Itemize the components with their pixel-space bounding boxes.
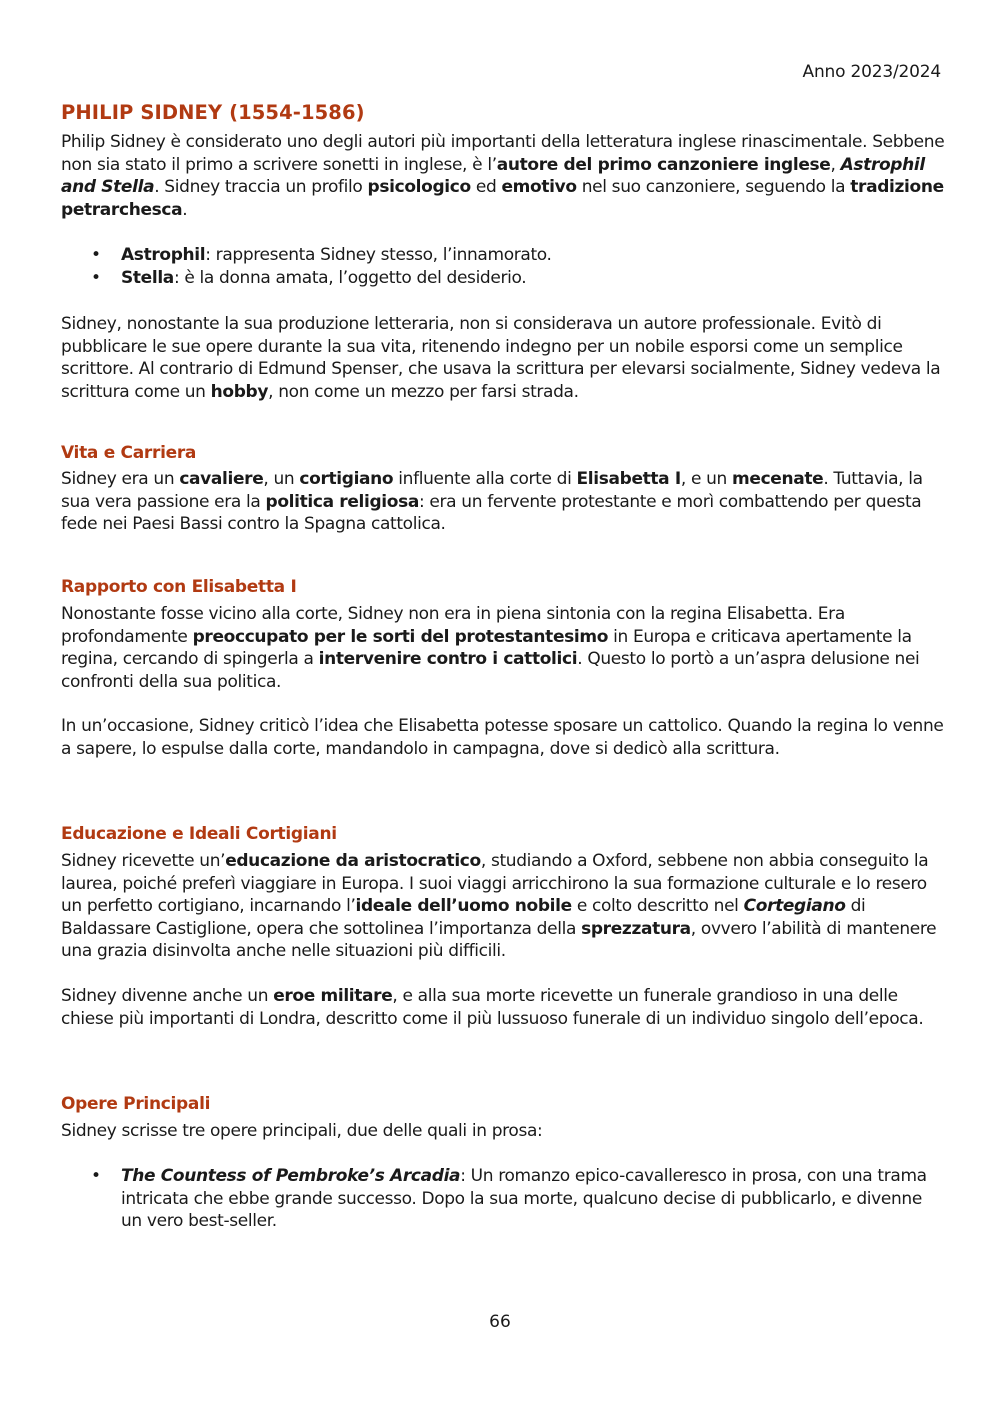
educazione-paragraph-2 — [61, 985, 946, 1030]
opere-intro: Sidney scrisse tre opere principali, due delle quali in prosa: — [61, 1121, 543, 1141]
characters-list — [61, 244, 946, 289]
text-span: : Un romanzo epico-cavalleresco in prosa, con una trama intricata che ebbe grande successo. Dopo la sua morte, qualcuno decise di pubblicarlo, e divenne un vero best-seller. — [121, 1166, 927, 1231]
text-span: . Questo lo portò a un’aspra delusione nei confronti della sua politica. — [61, 649, 920, 692]
text-span: . — [182, 199, 188, 220]
text-span: . Tuttavia, la sua vera passione era la — [61, 469, 923, 512]
text-span: , studiando a Oxford, sebbene non abbia conseguito la laurea, poiché preferì viaggiare in Europa. I suoi viaggi arricchirono la sua formazione culturale e lo resero un perfetto cortigiano, incarnando l’ — [61, 851, 929, 916]
text-span: : è la donna amata, l’oggetto del desiderio. — [173, 267, 527, 288]
opere-list — [61, 1165, 946, 1233]
bold-term: eroe militare — [273, 986, 393, 1006]
text-span: in Europa e criticava apertamente la regina, cercando di spingerla a — [61, 626, 912, 669]
bold-term: Elisabetta I — [576, 469, 681, 489]
bold-term: hobby — [210, 381, 269, 402]
intro-paragraph — [61, 131, 946, 221]
text-span: , — [830, 154, 841, 175]
text-span: e colto descritto nel — [571, 896, 744, 916]
text-span: , e un — [680, 469, 733, 489]
text-span: Nonostante fosse vicino alla corte, Sidney non era in piena sintonia con la regina Elisabetta. Era profondamente — [61, 604, 845, 647]
bold-term: educazione da aristocratico — [225, 851, 481, 871]
text-span: nel suo canzoniere, seguendo la — [576, 177, 851, 197]
text-span: ed — [470, 177, 502, 197]
italic-title: Cortegiano — [743, 896, 846, 916]
list-item — [61, 244, 946, 267]
text-span: : era un fervente protestante e morì combattendo per questa fede nei Paesi Bassi contro la Spagna cattolica. — [61, 491, 922, 534]
bold-term: sprezzatura — [581, 918, 691, 939]
section-heading-vita: Vita e Carriera — [61, 443, 197, 463]
text-span: Philip Sidney è considerato uno degli autori più importanti della letteratura inglese rinascimentale. Sebbene non sia stato il primo a scrivere sonetti in inglese, è l’ — [61, 132, 945, 175]
rapporto-paragraph-2: In un’occasione, Sidney criticò l’idea che Elisabetta potesse sposare un cattolico. Quando la regina lo venne a sapere, lo espulse dalla corte, mandandolo in campagna, dove si dedicò alla scrittura. — [61, 716, 944, 759]
list-item — [61, 267, 946, 290]
text-span: , ovvero l’abilità di mantenere una grazia disinvolta anche nelle situazioni più difficili. — [61, 918, 937, 961]
bold-term: Astrophil — [121, 245, 206, 265]
rapporto-paragraph-1 — [61, 603, 946, 693]
bold-term: tradizione petrarchesca — [61, 177, 944, 220]
list-item — [61, 1165, 946, 1233]
page-number: 66 — [489, 1312, 511, 1332]
educazione-paragraph-1 — [61, 850, 946, 963]
section-heading-rapporto: Rapporto con Elisabetta I — [61, 577, 297, 597]
text-span: Sidney, nonostante la sua produzione letteraria, non si considerava un autore professionale. Evitò di pubblicare le sue opere durante la sua vita, ritenendo indegno per un nobile esporsi come un semplice scrittore. Al contrario di Edmund Spenser, che usava la scrittura per elevarsi socialmente, Sidney vedeva la scrittura come un — [61, 314, 941, 402]
text-span: di Baldassare Castiglione, opera che sottolinea l’importanza della — [61, 896, 866, 939]
italic-title: Astrophil and Stella — [61, 154, 925, 197]
bold-term: emotivo — [501, 177, 577, 197]
text-span: : rappresenta Sidney stesso, l’innamorato. — [205, 245, 552, 265]
text-span: influente alla corte di — [393, 469, 577, 489]
bold-term: intervenire contro i cattolici — [318, 649, 578, 669]
text-span: Sidney ricevette un’ — [61, 851, 226, 871]
text-span: , non come un mezzo per farsi strada. — [268, 381, 579, 402]
bold-term: ideale dell’uomo nobile — [355, 896, 572, 916]
text-span: , un — [263, 469, 300, 489]
bold-term: preoccupato per le sorti del protestantesimo — [192, 626, 609, 647]
bold-term: Stella — [121, 267, 174, 288]
page-title: PHILIP SIDNEY (1554-1586) — [61, 101, 365, 124]
section-heading-opere: Opere Principali — [61, 1094, 211, 1114]
section-heading-educazione: Educazione e Ideali Cortigiani — [61, 824, 337, 844]
bold-term: psicologico — [367, 177, 471, 197]
text-span: Sidney era un — [61, 469, 180, 489]
header-year: Anno 2023/2024 — [802, 62, 941, 82]
text-span: , e alla sua morte ricevette un funerale grandioso in una delle chiese più importanti di Londra, descritto come il più lussuoso funerale di un individuo singolo dell’epoca. — [61, 986, 924, 1029]
italic-title: The Countess of Pembroke’s Arcadia — [121, 1166, 461, 1186]
bold-term: politica religiosa — [265, 491, 419, 512]
bold-term: autore del primo canzoniere inglese — [496, 154, 831, 175]
vita-paragraph — [61, 468, 946, 536]
professional-paragraph — [61, 313, 946, 403]
text-span: Sidney divenne anche un — [61, 986, 274, 1006]
text-span: . Sidney traccia un profilo — [154, 177, 368, 197]
bold-term: cortigiano — [299, 469, 394, 489]
bold-term: mecenate — [732, 469, 824, 489]
bold-term: cavaliere — [179, 469, 264, 489]
